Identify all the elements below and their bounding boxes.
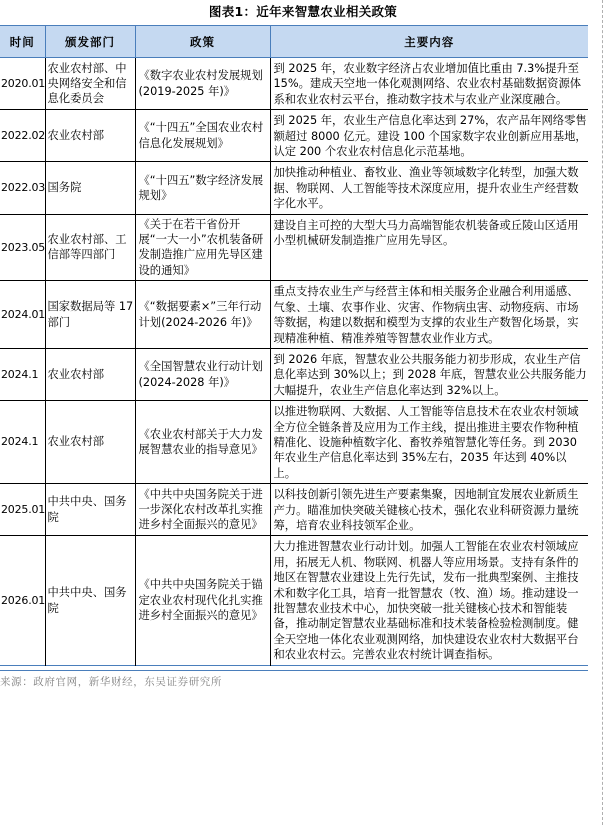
cell-content: 建设自主可控的大型大马力高端智能农机装备或丘陵山区适用小型机械研发制造推广应用先导区。 [270,214,588,281]
table-row [0,484,588,536]
cell-time: 2022.03 [0,162,45,214]
cell-content: 到 2025 年，农业生产信息化率达到 27%，农产品年网络零售额超过 8000 亿元。建设 100 个国家数字农业创新应用基地，认定 200 个农业农村信息化示范基地。 [270,110,588,162]
cell-content: 以科技创新引领先进生产要素集聚，因地制宜发展农业新质生产力。瞄准加快突破关键核心技术，强化农业科研资源力量统筹，培育农业科技领军企业。 [270,484,588,536]
cell-time: 2020.01 [0,58,45,110]
column-header-department: 颁发部门 [45,26,135,58]
source-note: 来源：政府官网，新华财经，东吴证券研究所 [0,670,588,689]
cell-content: 到 2026 年底，智慧农业公共服务能力初步形成，农业生产信息化率达到 30%以上；到 2028 年底，智慧农业公共服务能力大幅提升，农业生产信息化率达到 32%以上。 [270,348,588,400]
cell-time: 2022.02 [0,110,45,162]
cell-department: 中共中央、国务院 [45,536,135,665]
table-row [0,110,588,162]
cell-department: 农业农村部 [45,348,135,400]
cell-time: 2024.01 [0,281,45,349]
table-row [0,281,588,349]
cell-content: 加快推动种植业、畜牧业、渔业等领域数字化转型，加强大数据、物联网、人工智能等技术深度应用，提升农业生产经营数字化水平。 [270,162,588,214]
column-header-policy: 政策 [135,26,270,58]
table-row [0,162,588,214]
cell-department: 农业农村部、中央网络安全和信息化委员会 [45,58,135,110]
table-row [0,401,588,484]
cell-content: 到 2025 年，农业数字经济占农业增加值比重由 7.3%提升至 15%。建成天空地一体化观测网络、农业农村基础数据资源体系和农业农村云平台，推动数字技术与农业产业深度融合。 [270,58,588,110]
table-header [0,26,588,58]
cell-policy: 《“数据要素×”三年行动计划(2024-2026 年)》 [135,281,270,349]
cell-content: 大力推进智慧农业行动计划。加强人工智能在农业农村领域应用，拓展无人机、物联网、机器人等应用场景。支持有条件的地区在智慧农业建设上先行先试，发布一批典型案例、主推技术和数字化工具，培育一批智慧农（牧、渔）场。推动建设一批智慧农业技术中心，加快突破一批关键核心技术和智能装备，推动制定智慧农业基础标准和技术装备检验检测制度。健全天空地一体化农业观测网络，加快建设农业农村大数据平台和农业农村云。完善农业农村统计调查指标。 [270,536,588,665]
table-row [0,58,588,110]
cell-policy: 《数字农业农村发展规划(2019-2025 年)》 [135,58,270,110]
table-header-row [0,26,588,58]
cell-time: 2024.1 [0,348,45,400]
column-header-content: 主要内容 [270,26,588,58]
cell-content: 以推进物联网、大数据、人工智能等信息技术在农业农村领域全方位全链条普及应用为工作主线，提出推进主要农作物种植精准化、设施种植数字化、畜牧养殖智慧化等任务。到 2030 年农业生产信息化率达到 35%左右，2035 年达到 40%以上。 [270,401,588,484]
cell-time: 2026.01 [0,536,45,665]
table-row [0,348,588,400]
cell-department: 国务院 [45,162,135,214]
cell-time: 2024.1 [0,401,45,484]
page-margin-guide [602,0,603,825]
cell-department: 中共中央、国务院 [45,484,135,536]
cell-department: 国家数据局等 17 部门 [45,281,135,349]
cell-time: 2025.01 [0,484,45,536]
cell-department: 农业农村部、工信部等四部门 [45,214,135,281]
table-body [0,58,588,666]
policy-table [0,25,588,666]
cell-policy: 《农业农村部关于大力发展智慧农业的指导意见》 [135,401,270,484]
cell-policy: 《“十四五”全国农业农村信息化发展规划》 [135,110,270,162]
table-row [0,536,588,665]
cell-department: 农业农村部 [45,110,135,162]
cell-time: 2023.05 [0,214,45,281]
cell-policy: 《中共中央国务院关于锚定农业农村现代化扎实推进乡村全面振兴的意见》 [135,536,270,665]
policy-table-wrapper [0,25,588,666]
cell-policy: 《“十四五”数字经济发展规划》 [135,162,270,214]
cell-department: 农业农村部 [45,401,135,484]
cell-content: 重点支持农业生产与经营主体和相关服务企业融合利用遥感、气象、土壤、农事作业、灾害、作物病虫害、动物疫病、市场等数据，构建以数据和模型为支撑的农业生产数智化场景，实现精准种植、精准养殖等智慧农业作业方式。 [270,281,588,349]
column-header-time: 时间 [0,26,45,58]
table-row [0,214,588,281]
cell-policy: 《全国智慧农业行动计划(2024-2028 年)》 [135,348,270,400]
page-title: 图表1：近年来智慧农业相关政策 [208,4,398,19]
cell-policy: 《关于在若干省份开展“一大一小”农机装备研发制造推广应用先导区建设的通知》 [135,214,270,281]
cell-policy: 《中共中央国务院关于进一步深化农村改革扎实推进乡村全面振兴的意见》 [135,484,270,536]
